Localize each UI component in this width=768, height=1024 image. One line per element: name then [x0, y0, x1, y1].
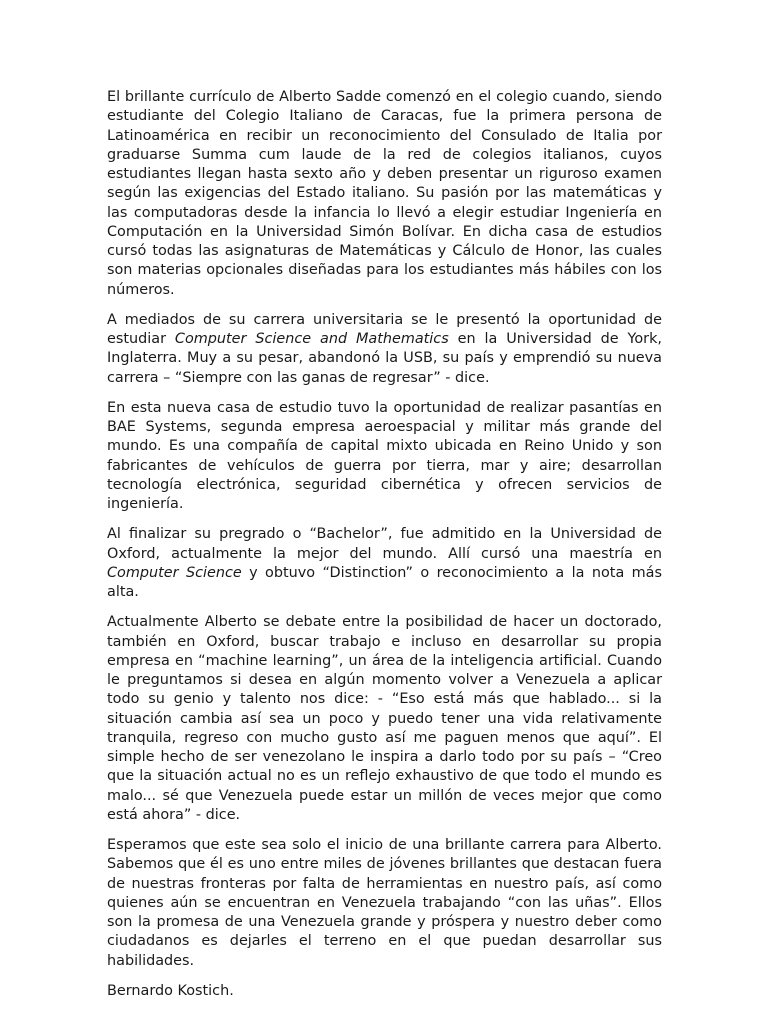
paragraph-3: En esta nueva casa de estudio tuvo la oportunidad de realizar pasantías en BAE Systems, segunda empresa aeroespacial y militar más grande del mundo. Es una compañía de capital mixto ubicada en Reino Unido y son fabricantes de vehículos de guerra por tierra, mar y aire; desarrollan tecnología electrónica, seguridad cibernética y ofrecen servicios de ingeniería. — [107, 399, 662, 512]
signature: Bernardo Kostich. — [107, 982, 234, 999]
paragraph-2-italic-course: Computer Science and Mathematics — [174, 331, 449, 347]
paragraph-4-italic-course: Computer Science — [107, 564, 242, 581]
document-body — [107, 88, 662, 1012]
paragraph-2-text-end: en la Universidad de York, Inglaterra. Muy a su pesar, abandonó la USB, su país y emprendió su nueva carrera – “Siempre con las ganas de regresar” - dice. — [107, 331, 663, 386]
paragraph-6: Esperamos que este sea solo el inicio de una brillante carrera para Alberto. Sabemos que él es uno entre miles de jóvenes brillantes que destacan fuera de nuestras fronteras por falta de herramientas en nuestro país, así como quienes aún se encuentran en Venezuela trabajando “con las uñas”. Ellos son la promesa de una Venezuela grande y próspera y nuestro deber como ciudadanos es dejarles el terreno en el que puedan desarrollar sus habilidades. — [107, 837, 662, 969]
paragraph-4 — [107, 525, 662, 602]
paragraph-5: Actualmente Alberto se debate entre la posibilidad de hacer un doctorado, también en Oxford, buscar trabajo e incluso en desarrollar su propia empresa en “machine learning”, un área de la inteligencia artificial. Cuando le preguntamos si desea en algún momento volver a Venezuela a aplicar todo su genio y talento nos dice: - “Eso está más que hablado... si la situación cambia así sea un poco y puedo tener una vida relativamente tranquila, regreso con mucho gusto así me paguen menos que aquí”. El simple hecho de ser venezolano le inspira a darlo todo por su país – “Creo que la situación actual no es un reflejo exhaustivo de que todo el mundo es malo... sé que Venezuela puede estar un millón de veces mejor que como está ahora” - dice. — [107, 614, 662, 823]
paragraph-2-text-start: A mediados de su carrera universitaria se le presentó la oportunidad de estudiar — [107, 311, 662, 347]
paragraph-2 — [107, 311, 662, 388]
paragraph-1: El brillante currículo de Alberto Sadde comenzó en el colegio cuando, siendo estudiante del Colegio Italiano de Caracas, fue la primera persona de Latinoamérica en recibir un reconocimiento del Consulado de Italia por graduarse Summa cum laude de la red de colegios italianos, cuyos estudiantes llegan hasta sexto año y deben presentar un riguroso examen según las exigencias del Estado italiano. Su pasión por las matemáticas y las computadoras desde la infancia lo llevó a elegir estudiar Ingeniería en Computación en la Universidad Simón Bolívar. En dicha casa de estudios cursó todas las asignaturas de Matemáticas y Cálculo de Honor, las cuales son materias opcionales diseñadas para los estudiantes más hábiles con los números. — [107, 89, 662, 298]
paragraph-4-text-end: y obtuvo “Distinction” o reconocimiento a la nota más alta. — [107, 564, 662, 600]
paragraph-4-text-start: Al finalizar su pregrado o “Bachelor”, fue admitido en la Universidad de Oxford, actualmente la mejor del mundo. Allí cursó una maestría en — [107, 526, 662, 562]
